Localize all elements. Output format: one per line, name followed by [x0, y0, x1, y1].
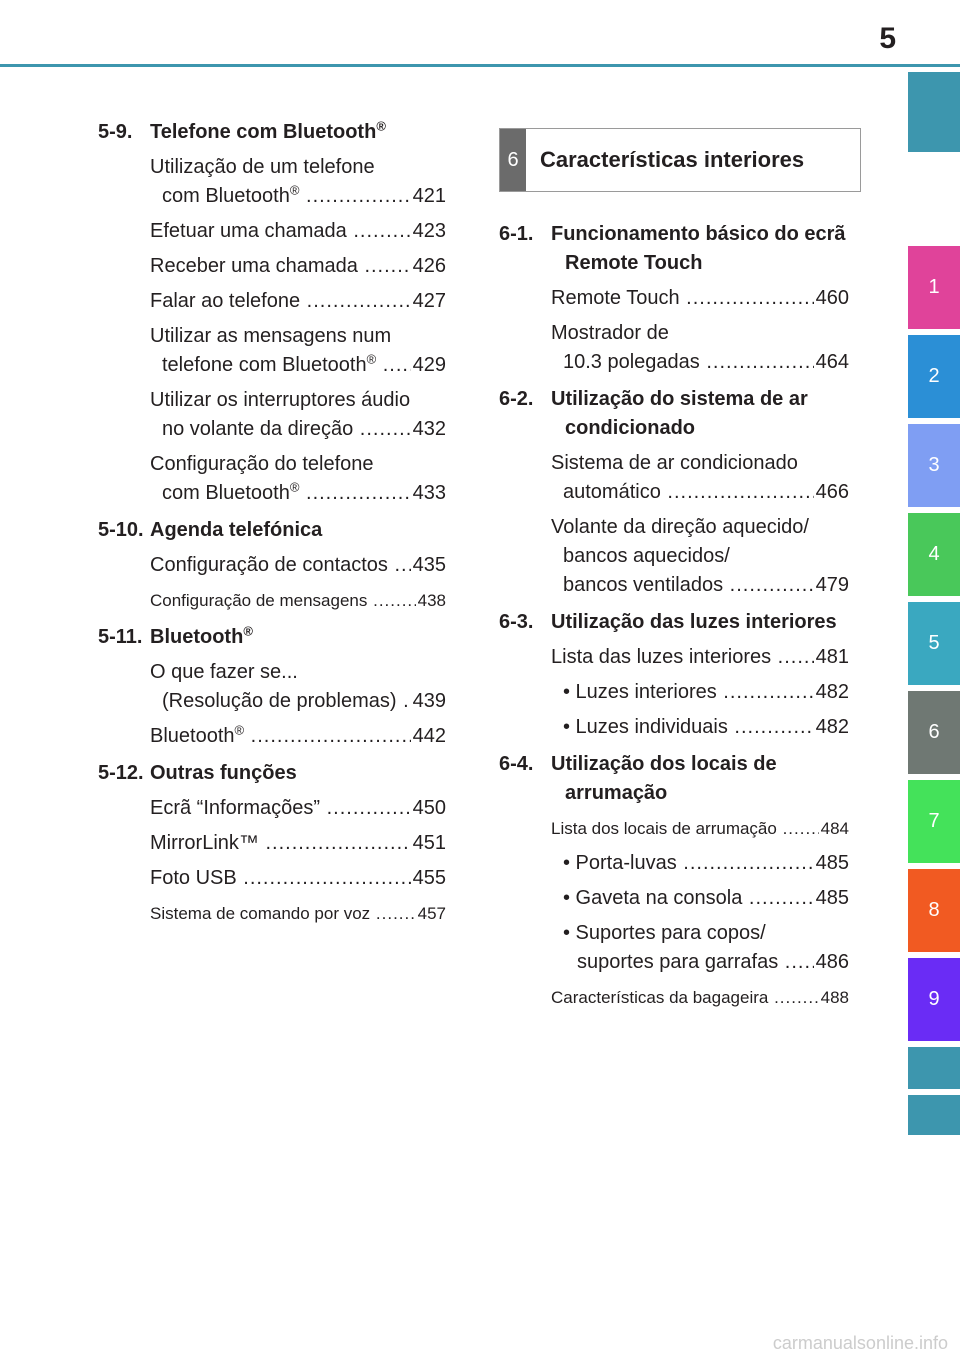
toc-entry[interactable]: MirrorLink™ ..... 451 [150, 829, 446, 858]
toc-entry[interactable]: Sistema de ar condicionado automático ..... 466 [551, 449, 849, 507]
page-ref: 421 [412, 185, 446, 207]
toc-entry[interactable]: • Gaveta na consola ..... 485 [551, 884, 849, 913]
toc-entry[interactable]: Sistema de comando por voz ..... 457 [150, 899, 446, 928]
page-ref: 435 [412, 554, 446, 576]
page-ref: 429 [412, 354, 446, 376]
page-ref: 460 [815, 287, 849, 309]
chapter-number: 6 [500, 129, 526, 191]
toc-entry[interactable]: Configuração de contactos ..... 435 [150, 551, 446, 580]
page-ref: 485 [815, 887, 849, 909]
toc-entry[interactable]: Lista dos locais de arrumação ..... 484 [551, 814, 849, 843]
section-heading: 5-12. Outras funções [98, 762, 297, 784]
toc-entry[interactable]: Lista das luzes interiores ..... 481 [551, 643, 849, 672]
toc-entry[interactable]: • Luzes individuais ..... 482 [551, 713, 849, 742]
page-ref: 423 [412, 220, 446, 242]
header-rule [0, 64, 960, 67]
toc-entry[interactable]: Remote Touch ..... 460 [551, 284, 849, 313]
page-ref: 488 [820, 988, 849, 1007]
toc-entry[interactable]: O que fazer se... (Resolução de problemas) ..... 439 [150, 658, 446, 716]
page-ref: 432 [412, 418, 446, 440]
section-heading: 6-2. Utilização do sistema de ar condicionado [499, 388, 808, 439]
page-ref: 426 [412, 255, 446, 277]
toc-entry[interactable]: • Suportes para copos/ suportes para garrafas ..... 486 [551, 919, 849, 977]
page-ref: 482 [815, 681, 849, 703]
toc-entry[interactable]: Volante da direção aquecido/ bancos aquecidos/ bancos ventilados ..... 479 [551, 513, 849, 600]
tab-label: 9 [928, 988, 940, 1010]
page-ref: 427 [412, 290, 446, 312]
page-ref: 439 [412, 690, 446, 712]
page-ref: 466 [815, 481, 849, 503]
toc-entry[interactable]: Mostrador de 10.3 polegadas ..... 464 [551, 319, 849, 377]
chapter-tab-5[interactable] [908, 602, 960, 685]
chapter-tab-6[interactable] [908, 691, 960, 774]
page-ref: 485 [815, 852, 849, 874]
toc-entry[interactable]: Foto USB ..... 455 [150, 864, 446, 893]
section-heading: 5-11. Bluetooth® [98, 623, 253, 648]
toc-right-column [499, 220, 849, 1012]
tab-label: 8 [928, 899, 940, 921]
toc-entry[interactable]: Utilização de um telefone com Bluetooth® ..... 421 [150, 153, 446, 211]
page-ref: 442 [412, 725, 446, 747]
chapter-tab-3[interactable] [908, 424, 960, 507]
chapter-tab-index-2[interactable] [908, 1095, 960, 1135]
toc-entry[interactable]: • Porta-luvas ..... 485 [551, 849, 849, 878]
tab-label: 7 [928, 810, 940, 832]
section-heading: 5-10. Agenda telefónica [98, 519, 323, 541]
watermark: carmanualsonline.info [772, 1333, 948, 1353]
toc-entry[interactable]: Características da bagageira ..... 488 [551, 983, 849, 1012]
tab-label: 3 [928, 454, 940, 476]
tab-label: 5 [928, 632, 940, 654]
tab-label: 1 [928, 276, 940, 298]
section-heading: 6-3. Utilização das luzes interiores [499, 611, 837, 633]
toc-entry[interactable]: Bluetooth® ..... 442 [150, 722, 446, 751]
page-ref: 484 [820, 819, 849, 838]
page-ref: 455 [412, 867, 446, 889]
toc-entry[interactable]: Falar ao telefone ..... 427 [150, 287, 446, 316]
tab-label: 6 [928, 721, 940, 743]
chapter-title: Características interiores [540, 147, 805, 172]
chapter-tab-4[interactable] [908, 513, 960, 596]
section-heading: 5-9. Telefone com Bluetooth® [98, 118, 386, 143]
chapter-tab-1[interactable] [908, 246, 960, 329]
page-number: 5 [879, 22, 896, 55]
page-ref: 486 [815, 951, 849, 973]
chapter-tab-8[interactable] [908, 869, 960, 952]
toc-entry[interactable]: Utilizar os interruptores áudio no volante da direção ..... 432 [150, 386, 446, 444]
tab-label: 2 [928, 365, 940, 387]
toc-entry[interactable]: • Luzes interiores ..... 482 [551, 678, 849, 707]
section-heading: 6-4. Utilização dos locais de arrumação [499, 753, 777, 804]
toc-entry[interactable]: Ecrã “Informações” ..... 450 [150, 794, 446, 823]
page-ref: 479 [815, 574, 849, 596]
toc-left-column [98, 118, 446, 928]
toc-entry[interactable]: Utilizar as mensagens num telefone com Bluetooth® ..... 429 [150, 322, 446, 380]
chapter-tab-9[interactable] [908, 958, 960, 1041]
chapter-tab-7[interactable] [908, 780, 960, 863]
page-ref: 451 [412, 832, 446, 854]
section-heading: 6-1. Funcionamento básico do ecrã Remote Touch [499, 223, 846, 274]
chapter-tab-top[interactable] [908, 72, 960, 152]
page-ref: 464 [815, 351, 849, 373]
page-ref: 433 [412, 482, 446, 504]
page-ref: 481 [815, 646, 849, 668]
page-ref: 438 [417, 591, 446, 610]
toc-entry[interactable]: Receber uma chamada ..... 426 [150, 252, 446, 281]
chapter-tab-2[interactable] [908, 335, 960, 418]
tab-label: 4 [928, 543, 940, 565]
toc-entry[interactable]: Efetuar uma chamada ..... 423 [150, 217, 446, 246]
chapter-tab-index[interactable] [908, 1047, 960, 1089]
page-ref: 482 [815, 716, 849, 738]
toc-entry[interactable]: Configuração do telefone com Bluetooth® ..... 433 [150, 450, 446, 508]
page-ref: 450 [412, 797, 446, 819]
page-ref: 457 [417, 904, 446, 923]
chapter-header [499, 128, 861, 192]
toc-entry[interactable]: Configuração de mensagens ..... 438 [150, 586, 446, 615]
